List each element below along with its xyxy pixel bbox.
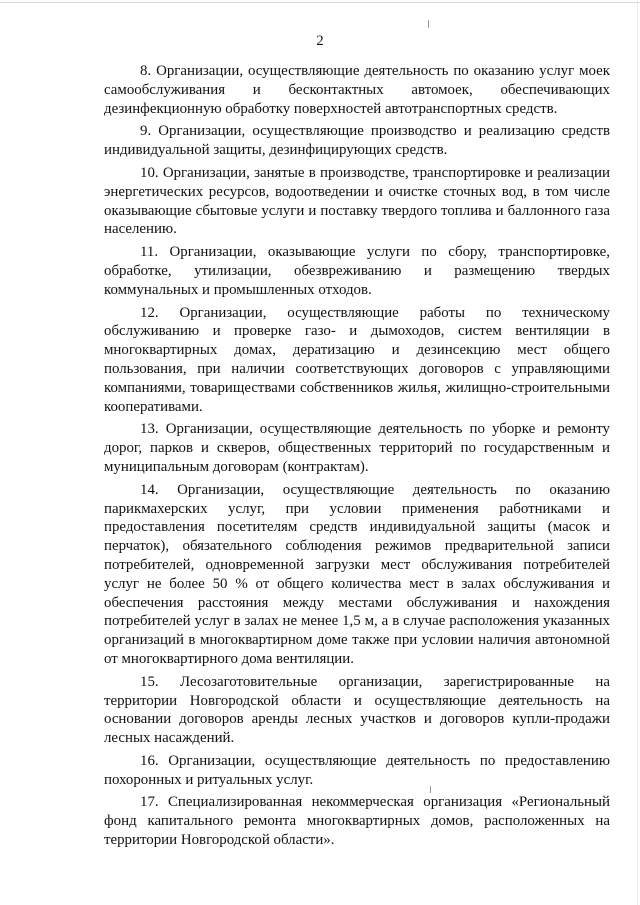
paragraph-item-8: 8. Организации, осуществляющие деятельность по оказанию услуг моек самообслуживания и бесконтактных автомоек, обеспечивающих дезинфекционную обработку поверхностей автотранспортных средств. bbox=[104, 63, 610, 117]
page-number: 2 bbox=[316, 33, 324, 49]
paragraph-item-11: 11. Организации, оказывающие услуги по сбору, транспортировке, обработке, утилизации, обезвреживанию и размещению твердых коммунальных и промышленных отходов. bbox=[104, 244, 610, 298]
paragraph-item-17: 17. Специализированная некоммерческая организация «Региональный фонд капитального ремонта многоквартирных домов, расположенных на территории Новгородской области». bbox=[104, 794, 610, 849]
paragraph-item-12: 12. Организации, осуществляющие работы по техническому обслуживанию и проверке газо- и дымоходов, систем вентиляции в многоквартирных домах, дератизацию и дезинсекцию мест общего пользования, при наличии соответствующих договоров с управляющими компаниями, товариществами собственников жилья, жилищно-строительными кооперативами. bbox=[104, 304, 610, 415]
scan-top-edge bbox=[0, 2, 640, 3]
paragraph-item-15: 15. Лесозаготовительные организации, зарегистрированные на территории Новгородской области и осуществляющие деятельность на основании договоров аренды лесных участков и договоров купли-продажи лесных насаждений. bbox=[104, 673, 610, 747]
paragraph-item-16: 16. Организации, осуществляющие деятельность по предоставлению похоронных и ритуальных услуг. bbox=[104, 752, 610, 788]
paragraph-item-13: 13. Организации, осуществляющие деятельность по уборке и ремонту дорог, парков и скверов, общественных территорий по государственным и муниципальным договорам (контрактам). bbox=[104, 421, 610, 475]
paragraph-item-14: 14. Организации, осуществляющие деятельность по оказанию парикмахерских услуг, при условии применения работниками и предоставления посетителям средств индивидуальной защиты (масок и перчаток), обязательного соблюдения режимов предварительной записи потребителей, одновременной загрузки мест обслуживания потребителей услуг не более 50 % от общего количества мест в залах обслуживания и обеспечения расстояния между местами обслуживания и нахождения потребителей услуг в залах не менее 1,5 м, а в случае расположения указанных организаций в многоквартирном доме также при условии наличия автономной от многоквартирного дома вентиляции. bbox=[104, 481, 610, 667]
paragraph-item-10: 10. Организации, занятые в производстве, транспортировке и реализации энергетических ресурсов, водоотведении и очистке сточных вод, в том числе оказывающие сбытовые услуги и поставку твердого топлива и баллонного газа населению. bbox=[104, 164, 610, 238]
scan-mark bbox=[428, 20, 429, 28]
scan-right-edge bbox=[637, 0, 638, 905]
document-body bbox=[104, 62, 610, 854]
paragraph-item-9: 9. Организации, осуществляющие производство и реализацию средств индивидуальной защиты, дезинфицирующих средств. bbox=[104, 123, 610, 159]
